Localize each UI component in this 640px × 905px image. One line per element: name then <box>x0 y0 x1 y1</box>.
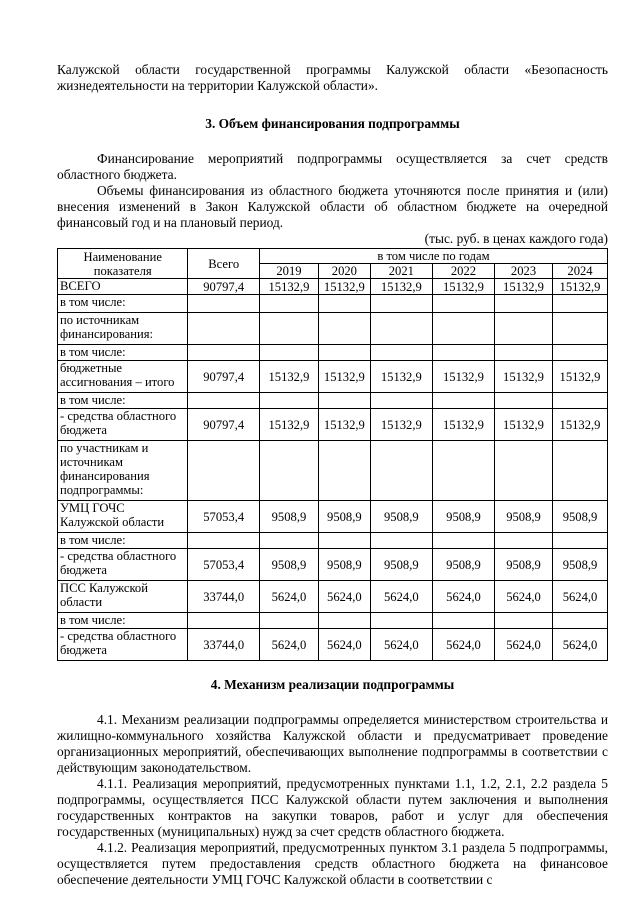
header-by-years: в том числе по годам <box>259 249 607 264</box>
row-year-value: 9508,9 <box>495 501 553 533</box>
header-total: Всего <box>188 249 259 279</box>
row-year-value: 5624,0 <box>432 581 494 613</box>
row-year-value <box>318 533 370 549</box>
row-name: ВСЕГО <box>58 279 188 295</box>
header-year: 2023 <box>495 264 553 279</box>
row-year-value <box>553 441 608 501</box>
row-year-value: 9508,9 <box>318 501 370 533</box>
table-row <box>58 409 608 441</box>
row-year-value <box>432 441 494 501</box>
row-year-value: 15132,9 <box>259 361 318 393</box>
row-name: - средства областного бюджета <box>58 629 188 661</box>
header-year: 2021 <box>370 264 432 279</box>
row-year-value <box>553 613 608 629</box>
section-4-paragraph-2: 4.1.1. Реализация мероприятий, предусмотренных пунктами 1.1, 1.2, 2.1, 2.2 раздела 5 подпрограммы, осуществляется ПСС Калужской области путем заключения и выполнения государственных контрактов на закупки товаров, работ и услуг для обеспечения государственных (муниципальных) нужд за счет средств областного бюджета. <box>57 776 608 839</box>
row-year-value: 15132,9 <box>495 409 553 441</box>
row-year-value: 5624,0 <box>259 629 318 661</box>
row-year-value: 9508,9 <box>370 501 432 533</box>
row-year-value <box>495 393 553 409</box>
header-year: 2019 <box>259 264 318 279</box>
row-total <box>188 313 259 345</box>
row-year-value <box>553 295 608 313</box>
table-row <box>58 533 608 549</box>
row-name: бюджетные ассигнования – итого <box>58 361 188 393</box>
row-year-value: 15132,9 <box>318 279 370 295</box>
row-year-value: 15132,9 <box>553 361 608 393</box>
row-name: в том числе: <box>58 295 188 313</box>
row-year-value <box>318 295 370 313</box>
row-year-value: 9508,9 <box>553 549 608 581</box>
row-year-value: 15132,9 <box>432 279 494 295</box>
row-year-value: 9508,9 <box>432 501 494 533</box>
section-4-paragraph-1: 4.1. Механизм реализации подпрограммы определяется министерством строительства и жилищно-коммунального хозяйства Калужской области и предусматривает проведение организационных мероприятий, обеспечивающих выполнение подпрограммы в соответствии с действующим законодательством. <box>57 712 608 775</box>
table-row <box>58 581 608 613</box>
row-year-value <box>432 345 494 361</box>
table-row <box>58 549 608 581</box>
row-year-value <box>495 313 553 345</box>
row-total <box>188 533 259 549</box>
table-row <box>58 279 608 295</box>
row-year-value <box>495 441 553 501</box>
document-page <box>57 62 608 888</box>
table-row <box>58 361 608 393</box>
section-4-title: 4. Механизм реализации подпрограммы <box>210 677 455 692</box>
row-total: 90797,4 <box>188 409 259 441</box>
row-year-value: 15132,9 <box>370 361 432 393</box>
row-year-value <box>495 345 553 361</box>
row-year-value: 5624,0 <box>553 581 608 613</box>
row-year-value: 5624,0 <box>495 629 553 661</box>
row-name: в том числе: <box>58 393 188 409</box>
row-year-value <box>259 295 318 313</box>
row-total: 57053,4 <box>188 501 259 533</box>
row-year-value: 9508,9 <box>259 549 318 581</box>
row-year-value <box>432 393 494 409</box>
row-year-value: 15132,9 <box>318 409 370 441</box>
row-year-value: 9508,9 <box>432 549 494 581</box>
table-row <box>58 441 608 501</box>
row-total <box>188 613 259 629</box>
table-row <box>58 313 608 345</box>
row-year-value <box>370 393 432 409</box>
row-name: в том числе: <box>58 533 188 549</box>
row-total <box>188 345 259 361</box>
row-year-value: 15132,9 <box>432 409 494 441</box>
row-year-value <box>495 613 553 629</box>
row-total: 33744,0 <box>188 629 259 661</box>
row-year-value: 15132,9 <box>553 279 608 295</box>
row-year-value <box>370 441 432 501</box>
table-row <box>58 295 608 313</box>
row-year-value <box>553 393 608 409</box>
row-year-value: 5624,0 <box>432 629 494 661</box>
row-total: 90797,4 <box>188 361 259 393</box>
row-year-value: 9508,9 <box>495 549 553 581</box>
row-year-value: 5624,0 <box>370 629 432 661</box>
row-name: в том числе: <box>58 613 188 629</box>
row-year-value: 9508,9 <box>370 549 432 581</box>
section-3-paragraph-1: Финансирование мероприятий подпрограммы осуществляется за счет средств областного бюджета. <box>57 151 608 182</box>
table-row <box>58 613 608 629</box>
row-year-value <box>432 533 494 549</box>
row-name: ПСС Калужской области <box>58 581 188 613</box>
row-year-value <box>495 533 553 549</box>
row-year-value: 5624,0 <box>318 629 370 661</box>
row-year-value: 15132,9 <box>495 361 553 393</box>
row-year-value: 15132,9 <box>370 279 432 295</box>
row-year-value <box>432 613 494 629</box>
row-total: 90797,4 <box>188 279 259 295</box>
row-total <box>188 393 259 409</box>
row-year-value: 9508,9 <box>553 501 608 533</box>
row-year-value <box>318 345 370 361</box>
header-year: 2022 <box>432 264 494 279</box>
row-year-value <box>259 441 318 501</box>
row-year-value <box>432 313 494 345</box>
intro-paragraph: Калужской области государственной программы Калужской области «Безопасность жизнедеятельности на территории Калужской области». <box>57 62 608 93</box>
row-year-value: 9508,9 <box>318 549 370 581</box>
header-name: Наименование показателя <box>58 249 188 279</box>
row-year-value: 15132,9 <box>553 409 608 441</box>
financing-table <box>57 248 608 661</box>
row-year-value <box>495 295 553 313</box>
section-3-title: 3. Объем финансирования подпрограммы <box>205 116 460 131</box>
row-year-value: 5624,0 <box>495 581 553 613</box>
row-year-value: 15132,9 <box>259 279 318 295</box>
row-name: - средства областного бюджета <box>58 409 188 441</box>
row-total <box>188 441 259 501</box>
unit-note: (тыс. руб. в ценах каждого года) <box>424 231 608 246</box>
row-year-value <box>318 613 370 629</box>
table-row <box>58 345 608 361</box>
row-year-value <box>318 393 370 409</box>
row-name: УМЦ ГОЧС Калужской области <box>58 501 188 533</box>
header-year: 2024 <box>553 264 608 279</box>
row-year-value <box>370 533 432 549</box>
row-year-value <box>259 393 318 409</box>
row-year-value: 5624,0 <box>259 581 318 613</box>
row-total: 33744,0 <box>188 581 259 613</box>
table-row <box>58 393 608 409</box>
row-name: - средства областного бюджета <box>58 549 188 581</box>
row-year-value: 9508,9 <box>259 501 318 533</box>
row-year-value <box>259 533 318 549</box>
row-year-value: 15132,9 <box>259 409 318 441</box>
header-year: 2020 <box>318 264 370 279</box>
row-year-value: 15132,9 <box>318 361 370 393</box>
row-year-value <box>259 345 318 361</box>
section-4-paragraph-3: 4.1.2. Реализация мероприятий, предусмотренных пунктом 3.1 раздела 5 подпрограммы, осуществляется путем предоставления средств областного бюджета на финансовое обеспечение деятельности УМЦ ГОЧС Калужской области в соответствии с <box>57 840 608 887</box>
row-year-value <box>553 313 608 345</box>
table-row <box>58 629 608 661</box>
row-year-value <box>318 441 370 501</box>
row-total: 57053,4 <box>188 549 259 581</box>
table-header-row <box>58 249 608 264</box>
row-year-value: 5624,0 <box>553 629 608 661</box>
row-year-value: 15132,9 <box>495 279 553 295</box>
row-name: в том числе: <box>58 345 188 361</box>
row-total <box>188 295 259 313</box>
section-3-paragraph-2: Объемы финансирования из областного бюджета уточняются после принятия и (или) внесения изменений в Закон Калужской области об областном бюджете на очередной финансовый год и на плановый период. <box>57 183 608 230</box>
row-year-value <box>370 313 432 345</box>
row-name: по участникам и источникам финансирования подпрограммы: <box>58 441 188 501</box>
row-year-value <box>370 295 432 313</box>
row-year-value <box>553 533 608 549</box>
table-row <box>58 501 608 533</box>
row-name: по источникам финансирования: <box>58 313 188 345</box>
row-year-value: 5624,0 <box>318 581 370 613</box>
row-year-value <box>370 345 432 361</box>
row-year-value <box>553 345 608 361</box>
row-year-value: 15132,9 <box>370 409 432 441</box>
row-year-value: 5624,0 <box>370 581 432 613</box>
row-year-value <box>259 313 318 345</box>
row-year-value <box>259 613 318 629</box>
row-year-value <box>370 613 432 629</box>
row-year-value <box>318 313 370 345</box>
row-year-value <box>432 295 494 313</box>
row-year-value: 15132,9 <box>432 361 494 393</box>
